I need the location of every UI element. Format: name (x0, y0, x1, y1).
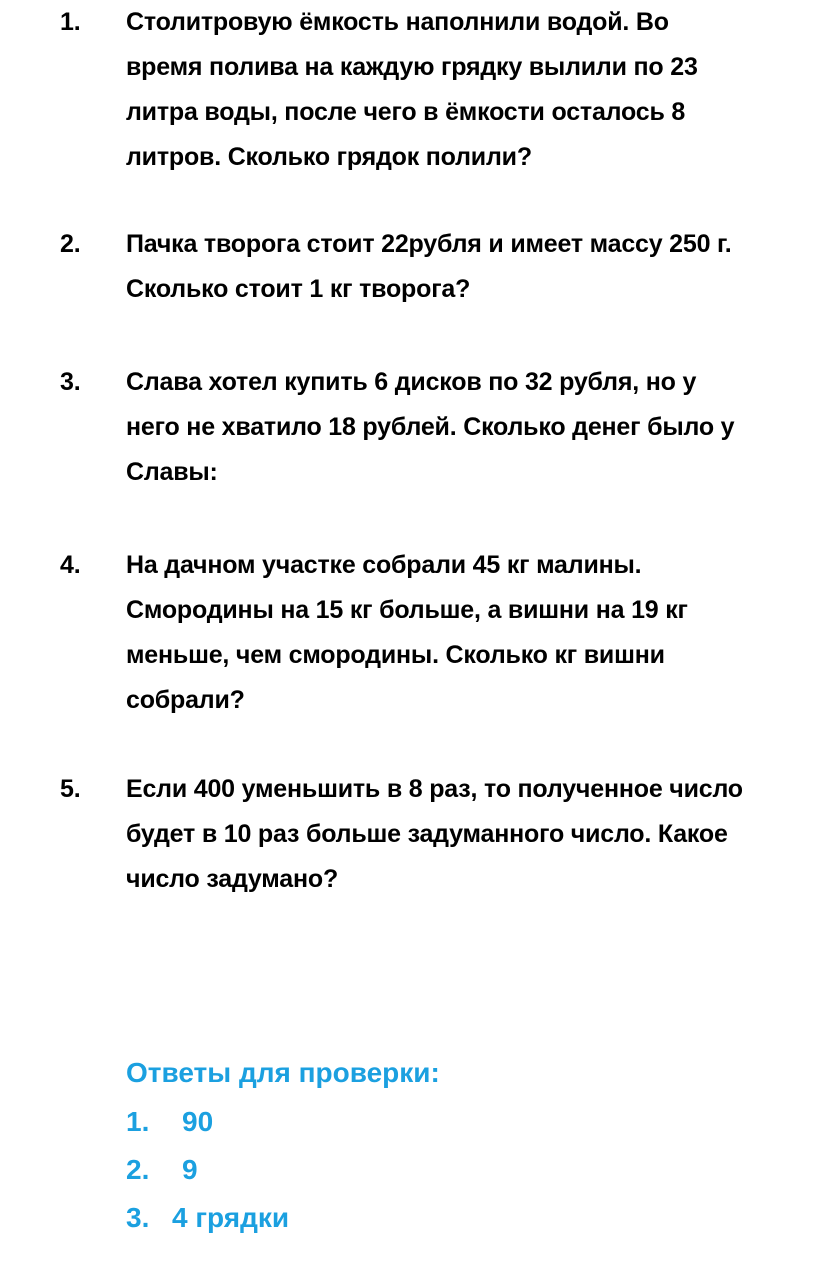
problem-number: 2. (60, 230, 81, 258)
problem-line: литров. Сколько грядок полили? (126, 143, 532, 171)
problem-text (126, 222, 814, 312)
answer-number: 1. (126, 1106, 150, 1137)
problem-line: Сколько стоит 1 кг творога? (126, 275, 471, 303)
problem-line: меньше, чем смородины. Сколько кг вишни (126, 641, 665, 669)
problem-line: собрали? (126, 686, 245, 714)
problem-line: время полива на каждую грядку вылили по 23 (126, 53, 698, 81)
problem-number: 3. (60, 368, 81, 396)
problem-text (126, 0, 814, 180)
problem-line: Пачка творога стоит 22рубля и имеет массу 250 г. (126, 230, 732, 258)
problem-line: На дачном участке собрали 45 кг малины. (126, 551, 642, 579)
problem-line: Столитровую ёмкость наполнили водой. Во (126, 8, 669, 36)
answer-number: 3. (126, 1202, 150, 1233)
problem-text (126, 543, 814, 723)
answers-section (126, 1048, 726, 1242)
answer-item (126, 1098, 726, 1146)
answer-item (126, 1194, 726, 1242)
problem-line: число задумано? (126, 865, 339, 893)
problem-line: него не хватило 18 рублей. Сколько денег было у (126, 413, 735, 441)
answers-heading: Ответы для проверки: (126, 1057, 440, 1088)
problem-line: Славы: (126, 458, 218, 486)
answer-number: 2. (126, 1154, 150, 1185)
answer-value: 9 (182, 1154, 198, 1185)
answer-item (126, 1146, 726, 1194)
problem-line: Если 400 уменьшить в 8 раз, то полученное число (126, 775, 743, 803)
problem-text (126, 767, 814, 902)
problem-line: будет в 10 раз больше задуманного число. Какое (126, 820, 728, 848)
problem-text (126, 360, 814, 495)
problem-number: 1. (60, 8, 81, 36)
problem-line: литра воды, после чего в ёмкости осталось 8 (126, 98, 686, 126)
problem-line: Смородины на 15 кг больше, а вишни на 19 кг (126, 596, 688, 624)
answer-value: 4 грядки (172, 1202, 290, 1233)
answer-value: 90 (182, 1106, 214, 1137)
problem-number: 4. (60, 551, 81, 579)
problem-line: Слава хотел купить 6 дисков по 32 рубля, но у (126, 368, 697, 396)
problem-number: 5. (60, 775, 81, 803)
